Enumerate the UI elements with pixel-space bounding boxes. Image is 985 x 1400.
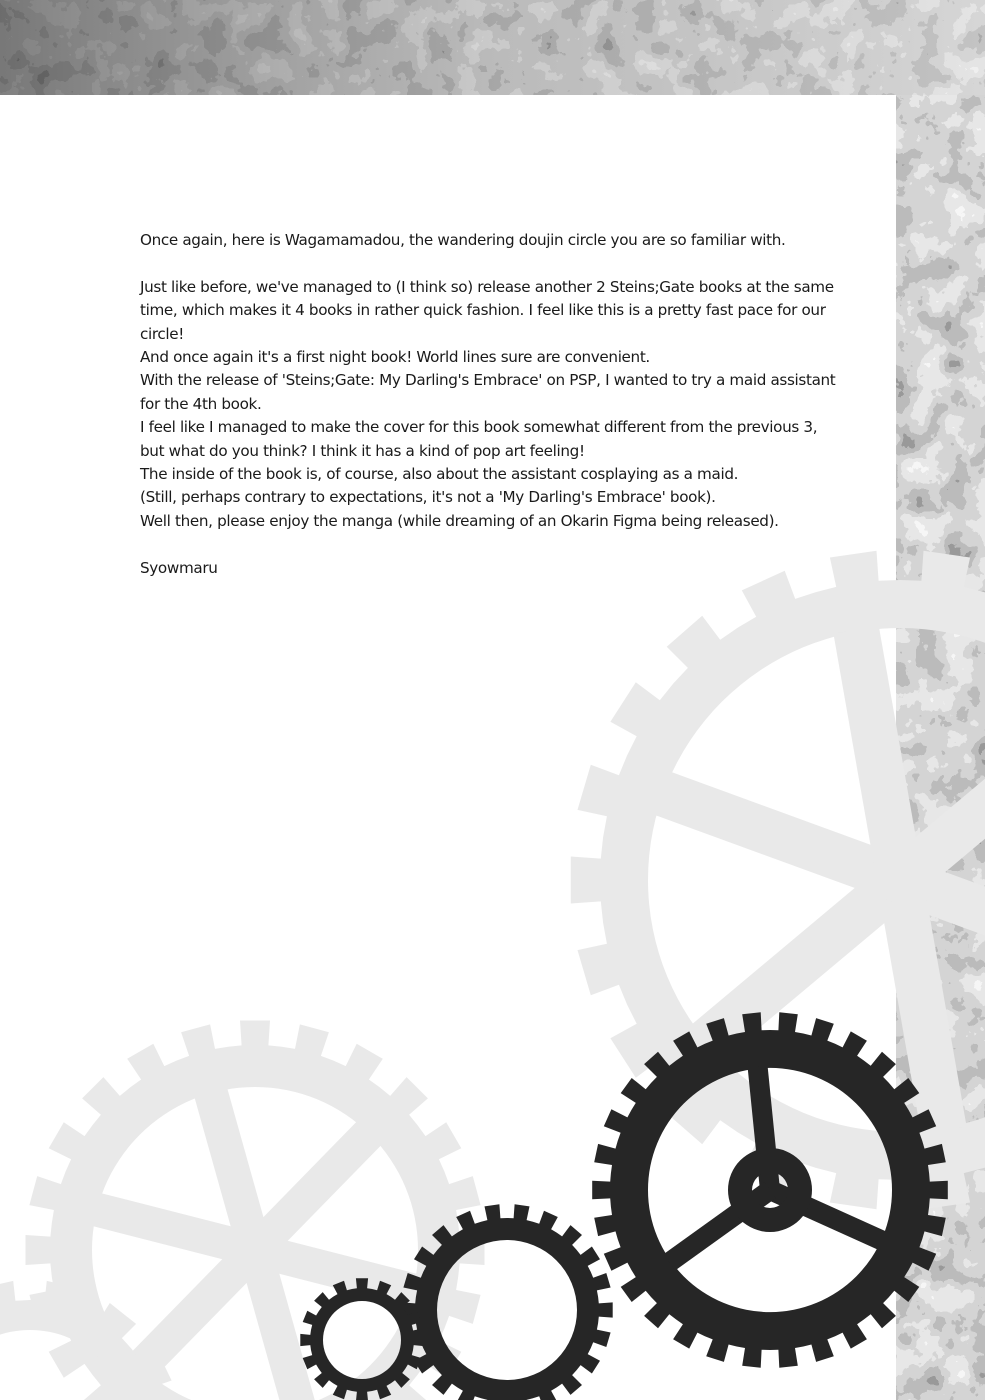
letter-line: I feel like I managed to make the cover for this book somewhat different from the previous 3, but what do you think? I think it has a kind of pop art feeling!	[140, 418, 818, 460]
letter-line: With the release of 'Steins;Gate: My Darling's Embrace' on PSP, I wanted to try a maid assistant for the 4th book.	[140, 371, 836, 413]
letter-line: Just like before, we've managed to (I think so) release another 2 Steins;Gate books at the same time, which makes it 4 books in rather quick fashion. I feel like this is a pretty fast pace for our circle!	[140, 277, 834, 343]
letter-opening: Once again, here is Wagamamadou, the wandering doujin circle you are so familiar with.	[140, 231, 786, 249]
letter-line: And once again it's a first night book! World lines sure are convenient.	[140, 348, 650, 367]
letter-line: Well then, please enjoy the manga (while dreaming of an Okarin Figma being released).	[140, 511, 779, 530]
letter-line: The inside of the book is, of course, also about the assistant cosplaying as a maid.	[140, 465, 739, 484]
letter-line: (Still, perhaps contrary to expectations, it's not a 'My Darling's Embrace' book).	[140, 488, 716, 507]
paragraph-gap	[140, 533, 840, 556]
paragraph-gap	[140, 252, 840, 275]
afterword-letter	[140, 229, 840, 580]
letter-signature: Syowmaru	[140, 558, 218, 577]
